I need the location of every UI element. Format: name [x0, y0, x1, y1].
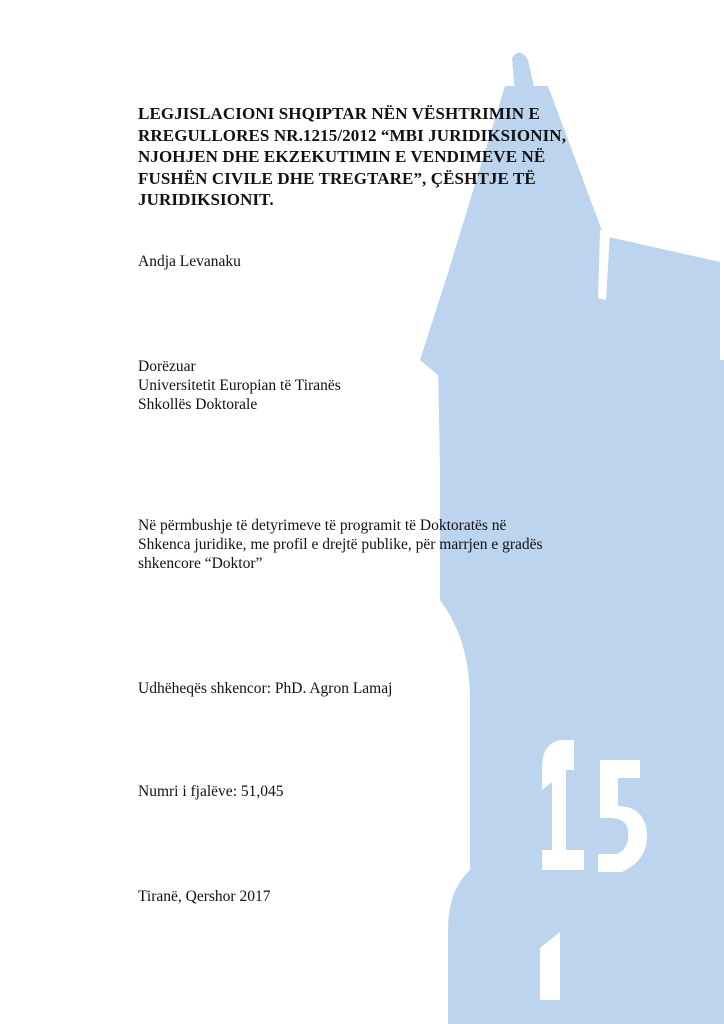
word-count-text: Numri i fjalëve: 51,045	[138, 783, 284, 800]
author-text: Andja Levanaku	[138, 253, 241, 270]
place-date-text: Tiranë, Qershor 2017	[138, 888, 271, 905]
title-line: FUSHËN CIVILE DHE TREGTARE”, ÇËSHTJE TË	[138, 168, 536, 188]
title-line: JURIDIKSIONIT.	[138, 190, 274, 209]
fulfilment-line: Shkenca juridike, me profil e drejtë publike, për marrjen e gradës	[138, 536, 543, 553]
author-name	[138, 252, 241, 271]
supervisor-line	[138, 679, 392, 698]
document-title	[138, 103, 618, 211]
title-line: RREGULLORES NR.1215/2012 “MBI JURIDIKSIONIN,	[138, 125, 567, 145]
submission-block	[138, 357, 341, 414]
word-count	[138, 782, 284, 801]
place-and-date	[138, 887, 270, 906]
supervisor-text: Udhëheqës shkencor: PhD. Agron Lamaj	[138, 680, 393, 697]
fulfilment-statement	[138, 516, 543, 573]
title-line: NJOHJEN DHE EKZEKUTIMIN E VENDIMEVE NË	[138, 147, 546, 166]
school-name: Shkollës Doktorale	[138, 396, 258, 413]
submission-label: Dorëzuar	[138, 358, 196, 375]
university-name: Universitetit Europian të Tiranës	[138, 377, 341, 394]
fulfilment-line: Në përmbushje të detyrimeve të programit të Doktoratës në	[138, 517, 507, 534]
fulfilment-line: shkencore “Doktor”	[138, 555, 263, 572]
title-line: LEGJISLACIONI SHQIPTAR NËN VËSHTRIMIN E	[138, 104, 540, 123]
